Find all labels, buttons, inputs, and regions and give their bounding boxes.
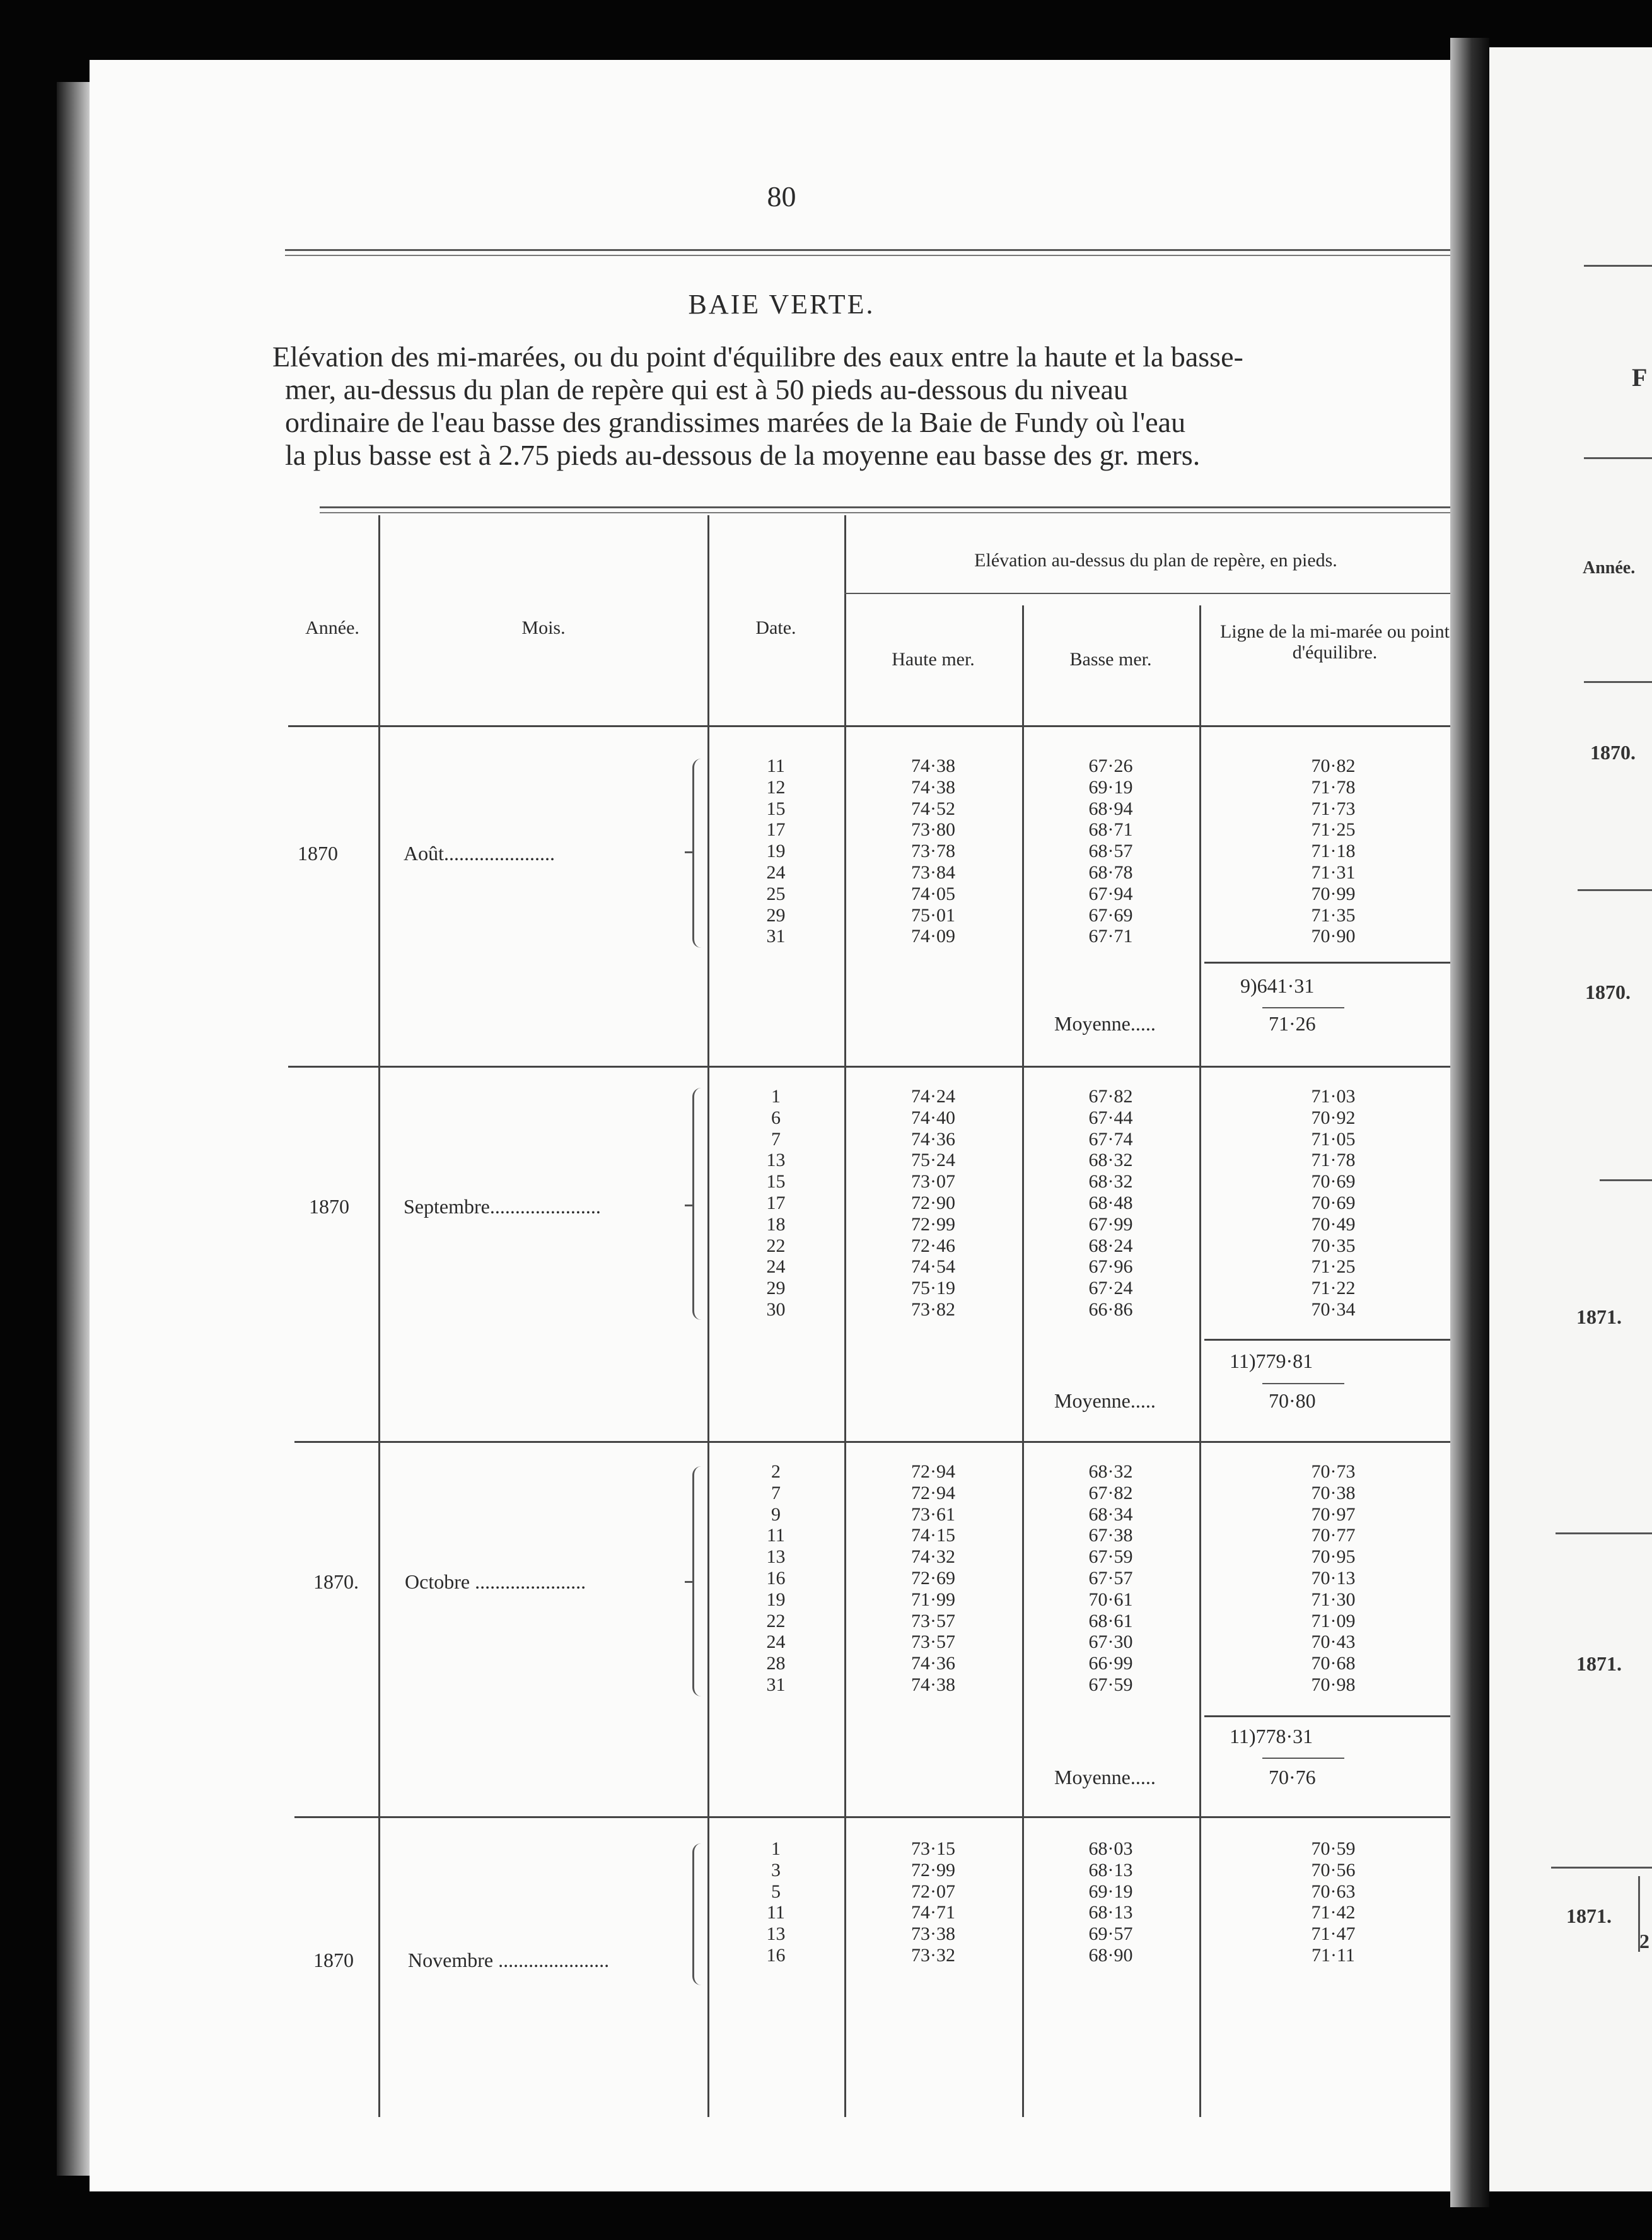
group-separator xyxy=(294,1441,1467,1443)
group-brace xyxy=(692,1088,703,1320)
subheader-rule xyxy=(844,593,1467,594)
adjacent-year: 1870. xyxy=(1590,741,1636,764)
month-label: Novembre xyxy=(408,1949,494,1971)
adjacent-rule xyxy=(1584,265,1652,267)
haute-mer-column: 72·94 72·94 73·61 74·15 74·32 72·69 71·99 73·57 73·57 74·36 74·38 xyxy=(911,1461,955,1695)
group-year: 1870 xyxy=(309,1195,349,1218)
group-sum: 11)778·31 xyxy=(1230,1725,1313,1747)
month-label: Septembre xyxy=(404,1195,490,1218)
page-number: 80 xyxy=(767,180,796,213)
group-year: 1870 xyxy=(313,1949,354,1971)
group-brace xyxy=(692,759,703,948)
intro-line: la plus basse est à 2.75 pieds au-dessous de la moyenne eau basse des gr. mers. xyxy=(285,439,1201,471)
adjacent-rule xyxy=(1600,1179,1652,1181)
sum-rule xyxy=(1204,962,1467,964)
average-rule xyxy=(1262,1007,1344,1008)
adjacent-rule xyxy=(1584,457,1652,459)
group-brace xyxy=(692,1466,703,1696)
moyenne-label: Moyenne..... xyxy=(1054,1766,1156,1788)
group-average: 70·76 xyxy=(1269,1766,1316,1788)
leader-dots: ...................... xyxy=(498,1949,610,1971)
header-bottom-rule xyxy=(288,725,1467,727)
average-rule xyxy=(1262,1383,1344,1384)
header-mois: Mois. xyxy=(521,617,566,638)
adjacent-rule xyxy=(1551,1867,1652,1869)
table-top-rule xyxy=(320,506,1467,513)
haute-mer-column: 74·38 74·38 74·52 73·80 73·78 73·84 74·05 75·01 74·09 xyxy=(911,755,955,947)
intro-line: ordinaire de l'eau basse des grandissimes marées de la Baie de Fundy où l'eau xyxy=(285,406,1186,438)
leader-dots: ...................... xyxy=(475,1570,586,1593)
group-month xyxy=(405,1570,586,1594)
adjacent-year: 1870. xyxy=(1585,981,1631,1003)
header-basse-mer: Basse mer. xyxy=(1069,649,1152,670)
adjacent-year: 1871. xyxy=(1576,1652,1622,1675)
group-brace xyxy=(692,1843,703,1985)
header-ligne-mi-maree: Ligne de la mi-marée ou point d'équilibre. xyxy=(1219,621,1450,663)
sum-rule xyxy=(1204,1715,1467,1717)
sum-rule xyxy=(1204,1339,1467,1341)
document-page xyxy=(90,60,1474,2191)
adjacent-digit: 2 xyxy=(1639,1930,1649,1952)
adjacent-year: 1871. xyxy=(1566,1905,1612,1927)
group-average: 71·26 xyxy=(1269,1012,1316,1035)
header-annee: Année. xyxy=(305,617,359,638)
adjacent-heading-fragment: F xyxy=(1632,363,1648,392)
basse-mer-column: 67·26 69·19 68·94 68·71 68·57 68·78 67·94 67·69 67·71 xyxy=(1088,755,1133,947)
ligne-column: 70·73 70·38 70·97 70·77 70·95 70·13 71·30 71·09 70·43 70·68 70·98 xyxy=(1311,1461,1356,1695)
date-column: 2 7 9 11 13 16 19 22 24 28 31 xyxy=(766,1461,786,1695)
adjacent-rule xyxy=(1584,681,1652,683)
intro-line: Elévation des mi-marées, ou du point d'équilibre des eaux entre la haute et la basse- xyxy=(272,341,1243,373)
page-title: BAIE VERTE. xyxy=(688,289,875,320)
book-page-edge xyxy=(57,82,95,2176)
group-month xyxy=(404,1195,601,1218)
haute-mer-column: 74·24 74·40 74·36 75·24 73·07 72·90 72·99 72·46 74·54 75·19 73·82 xyxy=(911,1086,955,1320)
basse-mer-column: 68·32 67·82 68·34 67·38 67·59 67·57 70·61 68·61 67·30 66·99 67·59 xyxy=(1088,1461,1133,1695)
group-month xyxy=(404,842,555,865)
moyenne-label: Moyenne..... xyxy=(1054,1012,1156,1035)
month-label: Août xyxy=(404,842,444,865)
adjacent-annee: Année. xyxy=(1583,558,1636,578)
basse-mer-column: 67·82 67·44 67·74 68·32 68·32 68·48 67·99 68·24 67·96 67·24 66·86 xyxy=(1088,1086,1133,1320)
group-average: 70·80 xyxy=(1269,1389,1316,1412)
group-separator xyxy=(294,1816,1467,1818)
leader-dots: ...................... xyxy=(444,842,555,865)
ligne-column: 70·82 71·78 71·73 71·25 71·18 71·31 70·99 71·35 70·90 xyxy=(1311,755,1356,947)
date-column: 11 12 15 17 19 24 25 29 31 xyxy=(766,755,786,947)
average-rule xyxy=(1262,1758,1344,1759)
ligne-column: 71·03 70·92 71·05 71·78 70·69 70·69 70·49 70·35 71·25 71·22 70·34 xyxy=(1311,1086,1356,1320)
book-gutter xyxy=(1450,38,1489,2207)
group-month xyxy=(408,1949,609,1972)
adjacent-year: 1871. xyxy=(1576,1305,1622,1328)
adjacent-rule xyxy=(1556,1532,1652,1534)
brace-tip xyxy=(685,851,692,853)
brace-tip xyxy=(685,1581,692,1583)
date-column: 1 6 7 13 15 17 18 22 24 29 30 xyxy=(766,1086,786,1320)
group-year: 1870. xyxy=(313,1570,359,1593)
adjacent-page-fragment xyxy=(1489,47,1652,2191)
header-haute-mer: Haute mer. xyxy=(892,649,975,670)
header-elevation: Elévation au-dessus du plan de repère, en pieds. xyxy=(974,550,1337,571)
moyenne-label: Moyenne..... xyxy=(1054,1389,1156,1412)
leader-dots: ...................... xyxy=(489,1195,601,1218)
haute-mer-column: 73·15 72·99 72·07 74·71 73·38 73·32 xyxy=(911,1838,955,1966)
date-column: 1 3 5 11 13 16 xyxy=(766,1838,786,1966)
column-divider xyxy=(378,515,380,2117)
group-sum: 9)641·31 xyxy=(1240,974,1315,997)
group-year: 1870 xyxy=(298,842,338,865)
header-date: Date. xyxy=(755,617,796,638)
brace-tip xyxy=(685,1205,692,1206)
intro-paragraph xyxy=(272,341,1483,472)
basse-mer-column: 68·03 68·13 69·19 68·13 69·57 68·90 xyxy=(1088,1838,1133,1966)
group-separator xyxy=(288,1066,1467,1068)
ligne-column: 70·59 70·56 70·63 71·42 71·47 71·11 xyxy=(1311,1838,1356,1966)
group-sum: 11)779·81 xyxy=(1230,1350,1313,1372)
intro-line: mer, au-dessus du plan de repère qui est à 50 pieds au-dessous du niveau xyxy=(285,373,1128,405)
adjacent-rule xyxy=(1578,889,1652,891)
month-label: Octobre xyxy=(405,1570,470,1593)
top-double-rule xyxy=(285,249,1458,256)
